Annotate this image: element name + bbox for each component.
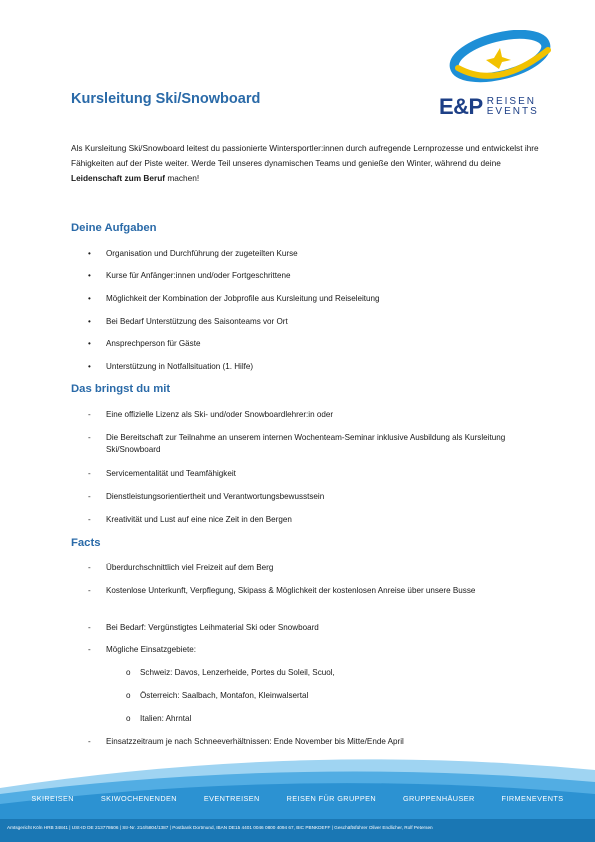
heading-facts: Facts (71, 537, 101, 549)
list-item: - Servicementalität und Teamfähigkeit (88, 469, 236, 478)
list-item: • Organisation und Durchführung der zugeteilten Kurse (88, 249, 298, 258)
legal-text: Amtsgericht Köln HRB 34841 | USt-ID DE 213778606 | Str-Nr. 214/5804/1387 | Postbank Dortmund, IBAN DE15 4401 0046 0800 4094 67, BIC PBNKDEFF | Geschäftsführer Oliver Endlicher, Rolf Petersen (7, 825, 433, 830)
footer-link-skireisen[interactable]: SKIREISEN (31, 794, 74, 803)
list-item: - Dienstleistungsorientiertheit und Verantwortungsbewusstsein (88, 492, 325, 501)
sub-list-item: o Italien: Ahrntal (126, 714, 192, 723)
legal-bar (0, 819, 595, 842)
heading-mitbringen: Das bringst du mit (71, 383, 171, 395)
list-item: - Einsatzzeitraum je nach Schneeverhältnissen: Ende November bis Mitte/Ende April (88, 737, 404, 746)
list-item: • Ansprechperson für Gäste (88, 339, 201, 348)
list-item: - Bei Bedarf: Vergünstigtes Leihmaterial Ski oder Snowboard (88, 623, 319, 632)
list-item: • Möglichkeit der Kombination der Jobprofile aus Kursleitung und Reiseleitung (88, 294, 380, 303)
footer-link-reisen-fuer-gruppen[interactable]: REISEN FÜR GRUPPEN (286, 794, 377, 803)
footer-link-skiwochenenden[interactable]: SKIWOCHENENDEN (100, 794, 177, 803)
footer-nav (0, 794, 595, 803)
logo-line-reisen: REISEN (486, 96, 536, 107)
list-item: • Unterstützung in Notfallsituation (1. Hilfe) (88, 362, 254, 371)
list-item: - Die Bereitschaft zur Teilnahme an unserem internen Wochenteam-Seminar inklusive Ausbildung als Kursleitung Ski/Snowboard (88, 433, 506, 454)
footer-link-firmenevents[interactable]: FIRMENEVENTS (501, 794, 564, 803)
list-item: • Kurse für Anfänger:innen und/oder Fortgeschrittene (88, 271, 291, 280)
footer-link-gruppenhaeuser[interactable]: GRUPPENHÄUSER (402, 794, 475, 803)
intro-emphasis: Leidenschaft zum Beruf (71, 173, 166, 183)
list-item: - Kostenlose Unterkunft, Verpflegung, Skipass & Möglichkeit der kostenlosen Anreise über unsere Busse (88, 586, 476, 595)
heading-aufgaben: Deine Aufgaben (71, 222, 157, 234)
sub-list-item: o Österreich: Saalbach, Montafon, Kleinwalsertal (126, 691, 309, 700)
list-item: - Mögliche Einsatzgebiete: (88, 645, 196, 654)
list-item: - Eine offizielle Lizenz als Ski- und/oder Snowboardlehrer:in oder (88, 410, 334, 419)
page-title: Kursleitung Ski/Snowboard (71, 91, 261, 107)
list-item: - Kreativität und Lust auf eine nice Zeit in den Bergen (88, 515, 292, 524)
logo-wordmark (439, 94, 539, 120)
logo-line-events: EVENTS (486, 106, 539, 117)
list-item: - Überdurchschnittlich viel Freizeit auf dem Berg (88, 563, 274, 572)
logo-ep: E&P (439, 94, 483, 119)
list-item: • Bei Bedarf Unterstützung des Saisonteams vor Ort (88, 317, 288, 326)
intro-paragraph: Als Kursleitung Ski/Snowboard leitest du passionierte Wintersportler:innen durch aufregende Lernprozesse und entwickelst ihre Fähigkeiten auf der Piste weiter. Werde Teil unseres dynamischen Teams und genieße den Winter, während du deine Leidenschaft zum Beruf machen! (71, 143, 539, 183)
footer-link-eventreisen[interactable]: EVENTREISEN (203, 794, 260, 803)
sub-list-item: o Schweiz: Davos, Lenzerheide, Portes du Soleil, Scuol, (126, 668, 335, 677)
